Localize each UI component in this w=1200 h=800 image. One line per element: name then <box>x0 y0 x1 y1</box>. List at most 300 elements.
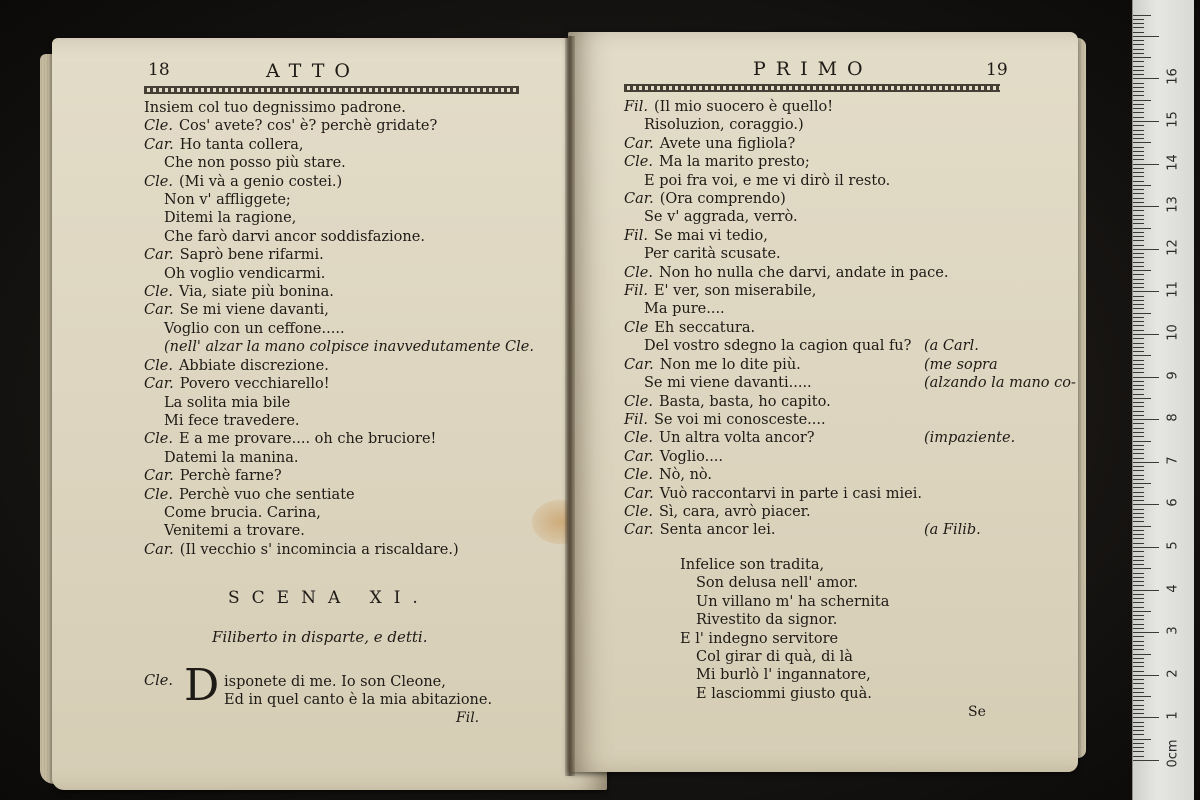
line-text: La solita mia bile <box>164 394 291 411</box>
line-text: Ho tanta collera, <box>179 136 304 153</box>
ruler-tick <box>1133 360 1144 361</box>
line-text: Son delusa nell' amor. <box>696 575 859 592</box>
ruler-tick <box>1133 747 1144 748</box>
ruler-tick <box>1133 385 1144 386</box>
ruler-tick <box>1133 130 1144 131</box>
ruler-label: 16 <box>1165 68 1181 86</box>
line-text: (Mi và a genio costei.) <box>178 173 343 190</box>
ruler-tick <box>1133 155 1144 156</box>
ruler-label: 4 <box>1165 583 1181 593</box>
ruler-tick <box>1133 266 1144 267</box>
ruler-tick <box>1133 441 1151 442</box>
ruler-tick <box>1133 185 1151 186</box>
ruler-tick <box>1133 87 1144 88</box>
ruler-tick <box>1133 355 1151 356</box>
ruler-tick <box>1133 483 1151 484</box>
line-text: Ditemi la ragione, <box>164 210 297 227</box>
ruler-tick <box>1133 751 1144 752</box>
ruler-tick <box>1133 70 1144 71</box>
ruler-tick <box>1133 419 1159 420</box>
ruler-tick <box>1133 594 1144 595</box>
ruler-tick <box>1133 551 1144 552</box>
ruler-label: 8 <box>1165 413 1181 422</box>
ruler-tick <box>1133 513 1144 514</box>
line-text: Rivestito da signor. <box>696 612 838 629</box>
ruler-tick <box>1133 57 1151 58</box>
ruler-label: 12 <box>1165 239 1181 256</box>
ruler-tick <box>1133 628 1144 629</box>
ruler-tick <box>1133 683 1144 684</box>
open-book <box>40 14 1085 790</box>
speaker-label: Cle. <box>144 357 173 374</box>
text-line <box>144 412 534 430</box>
ruler-tick <box>1133 560 1144 561</box>
ruler-tick <box>1133 743 1144 744</box>
ruler-tick <box>1133 368 1144 369</box>
ruler-tick <box>1133 121 1159 122</box>
page-number: 18 <box>148 60 170 80</box>
ruler-tick <box>1133 492 1144 493</box>
ruler-tick <box>1133 406 1144 407</box>
line-text: Senta ancor lei. <box>659 522 776 539</box>
line-text: Cos' avete? cos' è? perchè gridate? <box>178 118 438 135</box>
line-text: Non v' affliggete; <box>164 192 291 209</box>
speaker-label: Cle. <box>624 467 653 484</box>
ruler-tick <box>1133 142 1151 143</box>
ruler-tick <box>1133 475 1144 476</box>
ruler-tick <box>1133 726 1144 727</box>
line-text: Datemi la manina. <box>164 449 299 466</box>
text-line <box>624 374 1076 392</box>
line-text: Un villano m' ha schernita <box>696 593 890 610</box>
text-line <box>624 411 949 429</box>
line-text: Perchè farne? <box>179 468 282 485</box>
text-line <box>624 685 889 703</box>
text-line <box>624 393 949 411</box>
line-text: Insiem col tuo degnissimo padrone. <box>144 100 406 116</box>
line-text: (nell' alzar la mano colpisce inavvedutamente Cle. <box>164 339 534 356</box>
ruler-tick <box>1133 257 1144 258</box>
text-line <box>624 648 889 666</box>
ruler-tick <box>1133 449 1144 450</box>
ruler-tick <box>1133 377 1159 378</box>
text-line <box>144 504 534 522</box>
speaker-label: Car. <box>624 485 654 502</box>
text-line <box>144 541 534 559</box>
text-line <box>144 301 534 319</box>
ruler-tick <box>1133 709 1144 710</box>
ruler-tick <box>1133 19 1144 20</box>
ruler-label: 9 <box>1165 370 1181 380</box>
speaker-label: Cle. <box>624 393 653 410</box>
ruler-tick <box>1133 722 1144 723</box>
ruler-tick <box>1133 49 1144 50</box>
text-line <box>624 116 949 134</box>
line-text: Col girar di quà, di là <box>696 649 853 666</box>
right-text-block <box>624 98 1076 540</box>
ruler-tick <box>1133 615 1144 616</box>
line-text: Ma pure.... <box>644 301 725 318</box>
ruler-tick <box>1133 671 1144 672</box>
ruler-tick <box>1133 168 1144 169</box>
aria-verse <box>624 556 889 703</box>
ruler-tick <box>1133 619 1144 620</box>
ruler-tick <box>1133 351 1144 352</box>
ruler-tick <box>1133 500 1144 501</box>
text-line <box>624 153 949 171</box>
ruler-tick <box>1133 517 1144 518</box>
ruler-tick <box>1133 624 1144 625</box>
ruler-tick <box>1133 300 1144 301</box>
ruler-tick <box>1133 585 1144 586</box>
text-line <box>624 208 949 226</box>
measuring-ruler <box>1132 0 1194 800</box>
ruler-label: 10 <box>1165 324 1181 341</box>
ruler-tick <box>1133 283 1144 284</box>
ruler-label: 0cm <box>1165 739 1181 768</box>
ruler-tick <box>1133 253 1144 254</box>
ruler-tick <box>1133 32 1144 33</box>
ruler-tick <box>1133 423 1144 424</box>
left-text-block <box>144 99 534 559</box>
line-text: Se mi viene davanti, <box>179 302 329 319</box>
ruler-tick <box>1133 636 1144 637</box>
line-text: Eh seccatura. <box>654 319 756 336</box>
ruler-tick <box>1133 95 1144 96</box>
text-line <box>624 556 889 574</box>
ruler-tick <box>1133 530 1144 531</box>
ruler-tick <box>1133 607 1144 608</box>
ruler-tick <box>1133 688 1144 689</box>
text-line <box>624 319 949 337</box>
ruler-tick <box>1133 308 1144 309</box>
text-line <box>144 228 534 246</box>
ruler-tick <box>1133 487 1144 488</box>
ruler-tick <box>1133 675 1159 676</box>
ruler-tick <box>1133 270 1151 271</box>
ruler-tick <box>1133 172 1144 173</box>
text-line <box>624 356 998 374</box>
ruler-tick <box>1133 164 1159 165</box>
ruler-label: 6 <box>1165 498 1181 508</box>
ruler-tick <box>1133 538 1144 539</box>
ruler-tick <box>1133 61 1144 62</box>
ruler-tick <box>1133 66 1144 67</box>
line-text: Infelice son tradita, <box>680 557 825 573</box>
ruler-tick <box>1133 304 1144 305</box>
ruler-tick <box>1133 40 1144 41</box>
running-head: ATTO <box>266 60 360 82</box>
drop-cap: D <box>184 660 220 711</box>
text-line <box>144 449 534 467</box>
speaker-label: Fil. <box>624 283 648 300</box>
line-text: Se mai vi tedio, <box>653 227 768 244</box>
ruler-tick <box>1133 83 1144 84</box>
ruler-tick <box>1133 521 1144 522</box>
line-text: Un altra volta ancor? <box>658 430 815 447</box>
line-text: (Il vecchio s' incomincia a riscaldare.) <box>179 541 459 558</box>
ruler-tick <box>1133 739 1151 740</box>
speaker-label: Car. <box>624 191 654 208</box>
ruler-tick <box>1133 262 1144 263</box>
scene-subheading: Filiberto in disparte, e detti. <box>212 628 428 646</box>
line-text: Perchè vuo che sentiate <box>178 486 355 503</box>
ruler-tick <box>1133 15 1151 16</box>
stage-direction: (alzando la mano co- <box>924 375 1076 392</box>
ruler-tick <box>1133 198 1144 199</box>
ruler-tick <box>1133 330 1144 331</box>
text-line <box>144 154 534 172</box>
ruler-tick <box>1133 223 1144 224</box>
ruler-tick <box>1133 717 1159 718</box>
text-line <box>624 574 889 592</box>
text-line <box>624 429 1016 447</box>
left-page <box>52 38 607 790</box>
text-line <box>624 300 949 318</box>
ruler-tick <box>1133 321 1144 322</box>
line-text: Sì, cara, avrò piacer. <box>658 503 811 520</box>
ruler-tick <box>1133 734 1144 735</box>
ruler-tick <box>1133 210 1144 211</box>
ruler-tick <box>1133 641 1144 642</box>
text-line <box>144 394 534 412</box>
text-line <box>624 227 949 245</box>
catchword: Se <box>968 704 986 720</box>
speaker-label: Car. <box>624 135 654 152</box>
ruler-tick <box>1133 245 1144 246</box>
text-line <box>144 522 534 540</box>
ruler-tick <box>1133 713 1144 714</box>
text-line <box>624 503 949 521</box>
ruler-tick <box>1133 666 1144 667</box>
ruler-tick <box>1133 151 1144 152</box>
text-line <box>624 135 949 153</box>
text-line <box>144 191 534 209</box>
ruler-tick <box>1133 504 1159 505</box>
line-text: Voglio.... <box>659 448 724 465</box>
ruler-tick <box>1133 654 1151 655</box>
ruler-tick <box>1133 543 1144 544</box>
ruler-tick <box>1133 232 1144 233</box>
speaker-label: Car. <box>144 247 174 264</box>
ruler-tick <box>1133 279 1144 280</box>
speaker-label: Cle. <box>144 431 173 448</box>
speaker-label: Cle. <box>144 284 173 301</box>
text-line <box>624 593 889 611</box>
ruler-tick <box>1133 334 1159 335</box>
ruler-tick <box>1133 287 1144 288</box>
stage-direction: (impaziente. <box>924 430 1016 447</box>
ruler-tick <box>1133 240 1144 241</box>
ruler-tick <box>1133 313 1151 314</box>
running-head: PRIMO <box>753 58 873 80</box>
ruler-tick <box>1133 453 1144 454</box>
ruler-tick <box>1133 317 1144 318</box>
stage-direction: (me sopra <box>924 356 998 373</box>
ruler-tick <box>1133 466 1144 467</box>
ruler-tick <box>1133 662 1144 663</box>
ruler-tick <box>1133 700 1144 701</box>
ruler-label: 13 <box>1165 196 1181 213</box>
ruler-tick <box>1133 479 1144 480</box>
text-line <box>624 337 979 355</box>
speaker-label: Cle. <box>624 503 653 520</box>
ruler-tick <box>1133 189 1144 190</box>
line-text: Se mi viene davanti..... <box>644 375 812 392</box>
ruler-tick <box>1133 705 1144 706</box>
text-line <box>624 630 889 648</box>
ruler-tick <box>1133 36 1159 37</box>
ruler-tick <box>1133 78 1159 79</box>
scene-heading: SCENA XI. <box>228 588 430 608</box>
ruler-tick <box>1133 526 1151 527</box>
text-line <box>144 375 534 393</box>
line-text: E a me provare.... oh che bruciore! <box>178 431 437 448</box>
ruler-tick <box>1133 394 1144 395</box>
ruler-tick <box>1133 108 1144 109</box>
speaker-label: Cle. <box>624 264 653 281</box>
ruler-tick <box>1133 100 1151 101</box>
ruler-tick <box>1133 274 1144 275</box>
speaker-label: Cle. <box>624 154 653 171</box>
ruler-tick <box>1133 249 1159 250</box>
ruler-tick <box>1133 296 1144 297</box>
ruler-tick <box>1133 581 1144 582</box>
ruler-tick <box>1133 645 1144 646</box>
ruler-tick <box>1133 125 1144 126</box>
text-line <box>624 172 949 190</box>
ruler-tick <box>1133 411 1144 412</box>
text-line <box>144 117 534 135</box>
ruler-tick <box>1133 91 1144 92</box>
ruler-tick <box>1133 509 1144 510</box>
text-line: isponete di me. Io son Cleone, <box>224 674 446 690</box>
ruler-tick <box>1133 402 1144 403</box>
ruler-label: 3 <box>1165 626 1181 635</box>
line-text: Per carità scusate. <box>644 246 781 263</box>
ruler-label: 5 <box>1165 541 1181 550</box>
ruler-tick <box>1133 577 1144 578</box>
line-text: Voglio con un ceffone..... <box>164 320 345 337</box>
ruler-tick <box>1133 138 1144 139</box>
ruler-tick <box>1133 381 1144 382</box>
line-text: Vuò raccontarvi in parte i casi miei. <box>659 485 923 502</box>
ruler-tick <box>1133 236 1144 237</box>
text-line <box>624 485 949 503</box>
ruler-tick <box>1133 756 1144 757</box>
line-text: Nò, nò. <box>658 467 712 484</box>
speaker-label: Cle. <box>624 430 653 447</box>
ruler-tick <box>1133 193 1144 194</box>
text-line <box>144 320 534 338</box>
speaker-label: Fil. <box>624 227 648 244</box>
text-line <box>144 338 534 356</box>
ruler-tick <box>1133 134 1144 135</box>
line-text: Basta, basta, ho capito. <box>658 393 831 410</box>
ruler-tick <box>1133 338 1144 339</box>
ruler-tick <box>1133 602 1144 603</box>
line-text: Avete una figliola? <box>659 135 796 152</box>
ruler-tick <box>1133 611 1151 612</box>
catchword: Fil. <box>456 710 480 726</box>
ruler-tick <box>1133 415 1144 416</box>
line-text: E' ver, son miserabile, <box>653 283 817 300</box>
speaker-label: Fil. <box>624 99 648 115</box>
ruler-tick <box>1133 556 1144 557</box>
text-line <box>144 467 534 485</box>
speaker-label: Car. <box>624 356 654 373</box>
ruler-tick <box>1133 573 1144 574</box>
text-line <box>144 136 534 154</box>
ruler-tick <box>1133 462 1159 463</box>
ruler-tick <box>1133 206 1159 207</box>
text-line: Ed in quel canto è la mia abitazione. <box>224 692 493 709</box>
ruler-label: 7 <box>1165 456 1181 465</box>
book-spine <box>565 36 575 776</box>
ruler-tick <box>1133 590 1159 591</box>
line-text: Saprò bene rifarmi. <box>179 247 324 264</box>
text-line <box>144 246 534 264</box>
ruler-tick <box>1133 679 1144 680</box>
line-text: Mi fece travedere. <box>164 412 300 429</box>
text-line <box>624 190 949 208</box>
closing-verse <box>224 673 492 710</box>
line-text: Del vostro sdegno la cagion qual fu? <box>644 338 912 355</box>
ruler-tick <box>1133 547 1159 548</box>
speaker-label: Cle. <box>144 173 173 190</box>
speaker-label: Car. <box>144 468 174 485</box>
text-line <box>144 283 534 301</box>
speaker-label: Fil. <box>624 411 648 428</box>
stage-direction: (a Filib. <box>924 522 981 539</box>
ruler-tick <box>1133 181 1144 182</box>
ruler-tick <box>1133 112 1144 113</box>
text-line <box>144 486 534 504</box>
ruler-tick <box>1133 496 1144 497</box>
ruler-tick <box>1133 445 1144 446</box>
ruler-label: 14 <box>1165 153 1181 171</box>
ruler-label: 11 <box>1165 281 1181 299</box>
ruler-tick <box>1133 219 1144 220</box>
ruler-tick <box>1133 534 1144 535</box>
text-line <box>144 357 534 375</box>
ruler-tick <box>1133 215 1144 216</box>
ruler-label: 1 <box>1165 711 1181 721</box>
line-text: Via, siate più bonina. <box>178 284 334 301</box>
line-text: Non me lo dite più. <box>659 356 801 373</box>
text-line <box>624 264 949 282</box>
ruler-tick <box>1133 74 1144 75</box>
speaker-label: Cle. <box>144 118 173 135</box>
line-text: (Il mio suocero è quello! <box>653 99 834 115</box>
text-line <box>624 282 949 300</box>
ruler-tick <box>1133 228 1151 229</box>
ruler-tick <box>1133 117 1144 118</box>
line-text: Mi burlò l' ingannatore, <box>696 667 871 684</box>
ruler-tick <box>1133 564 1144 565</box>
speaker-label: Car. <box>624 522 654 539</box>
ruler-tick <box>1133 568 1151 569</box>
ruler-tick <box>1133 398 1151 399</box>
text-line <box>624 466 949 484</box>
ruler-tick <box>1133 696 1151 697</box>
text-line <box>624 521 981 539</box>
ruler-tick <box>1133 347 1144 348</box>
ruler-tick <box>1133 658 1144 659</box>
page-number: 19 <box>986 60 1008 80</box>
ruler-tick <box>1133 692 1144 693</box>
ruler-tick <box>1133 364 1144 365</box>
